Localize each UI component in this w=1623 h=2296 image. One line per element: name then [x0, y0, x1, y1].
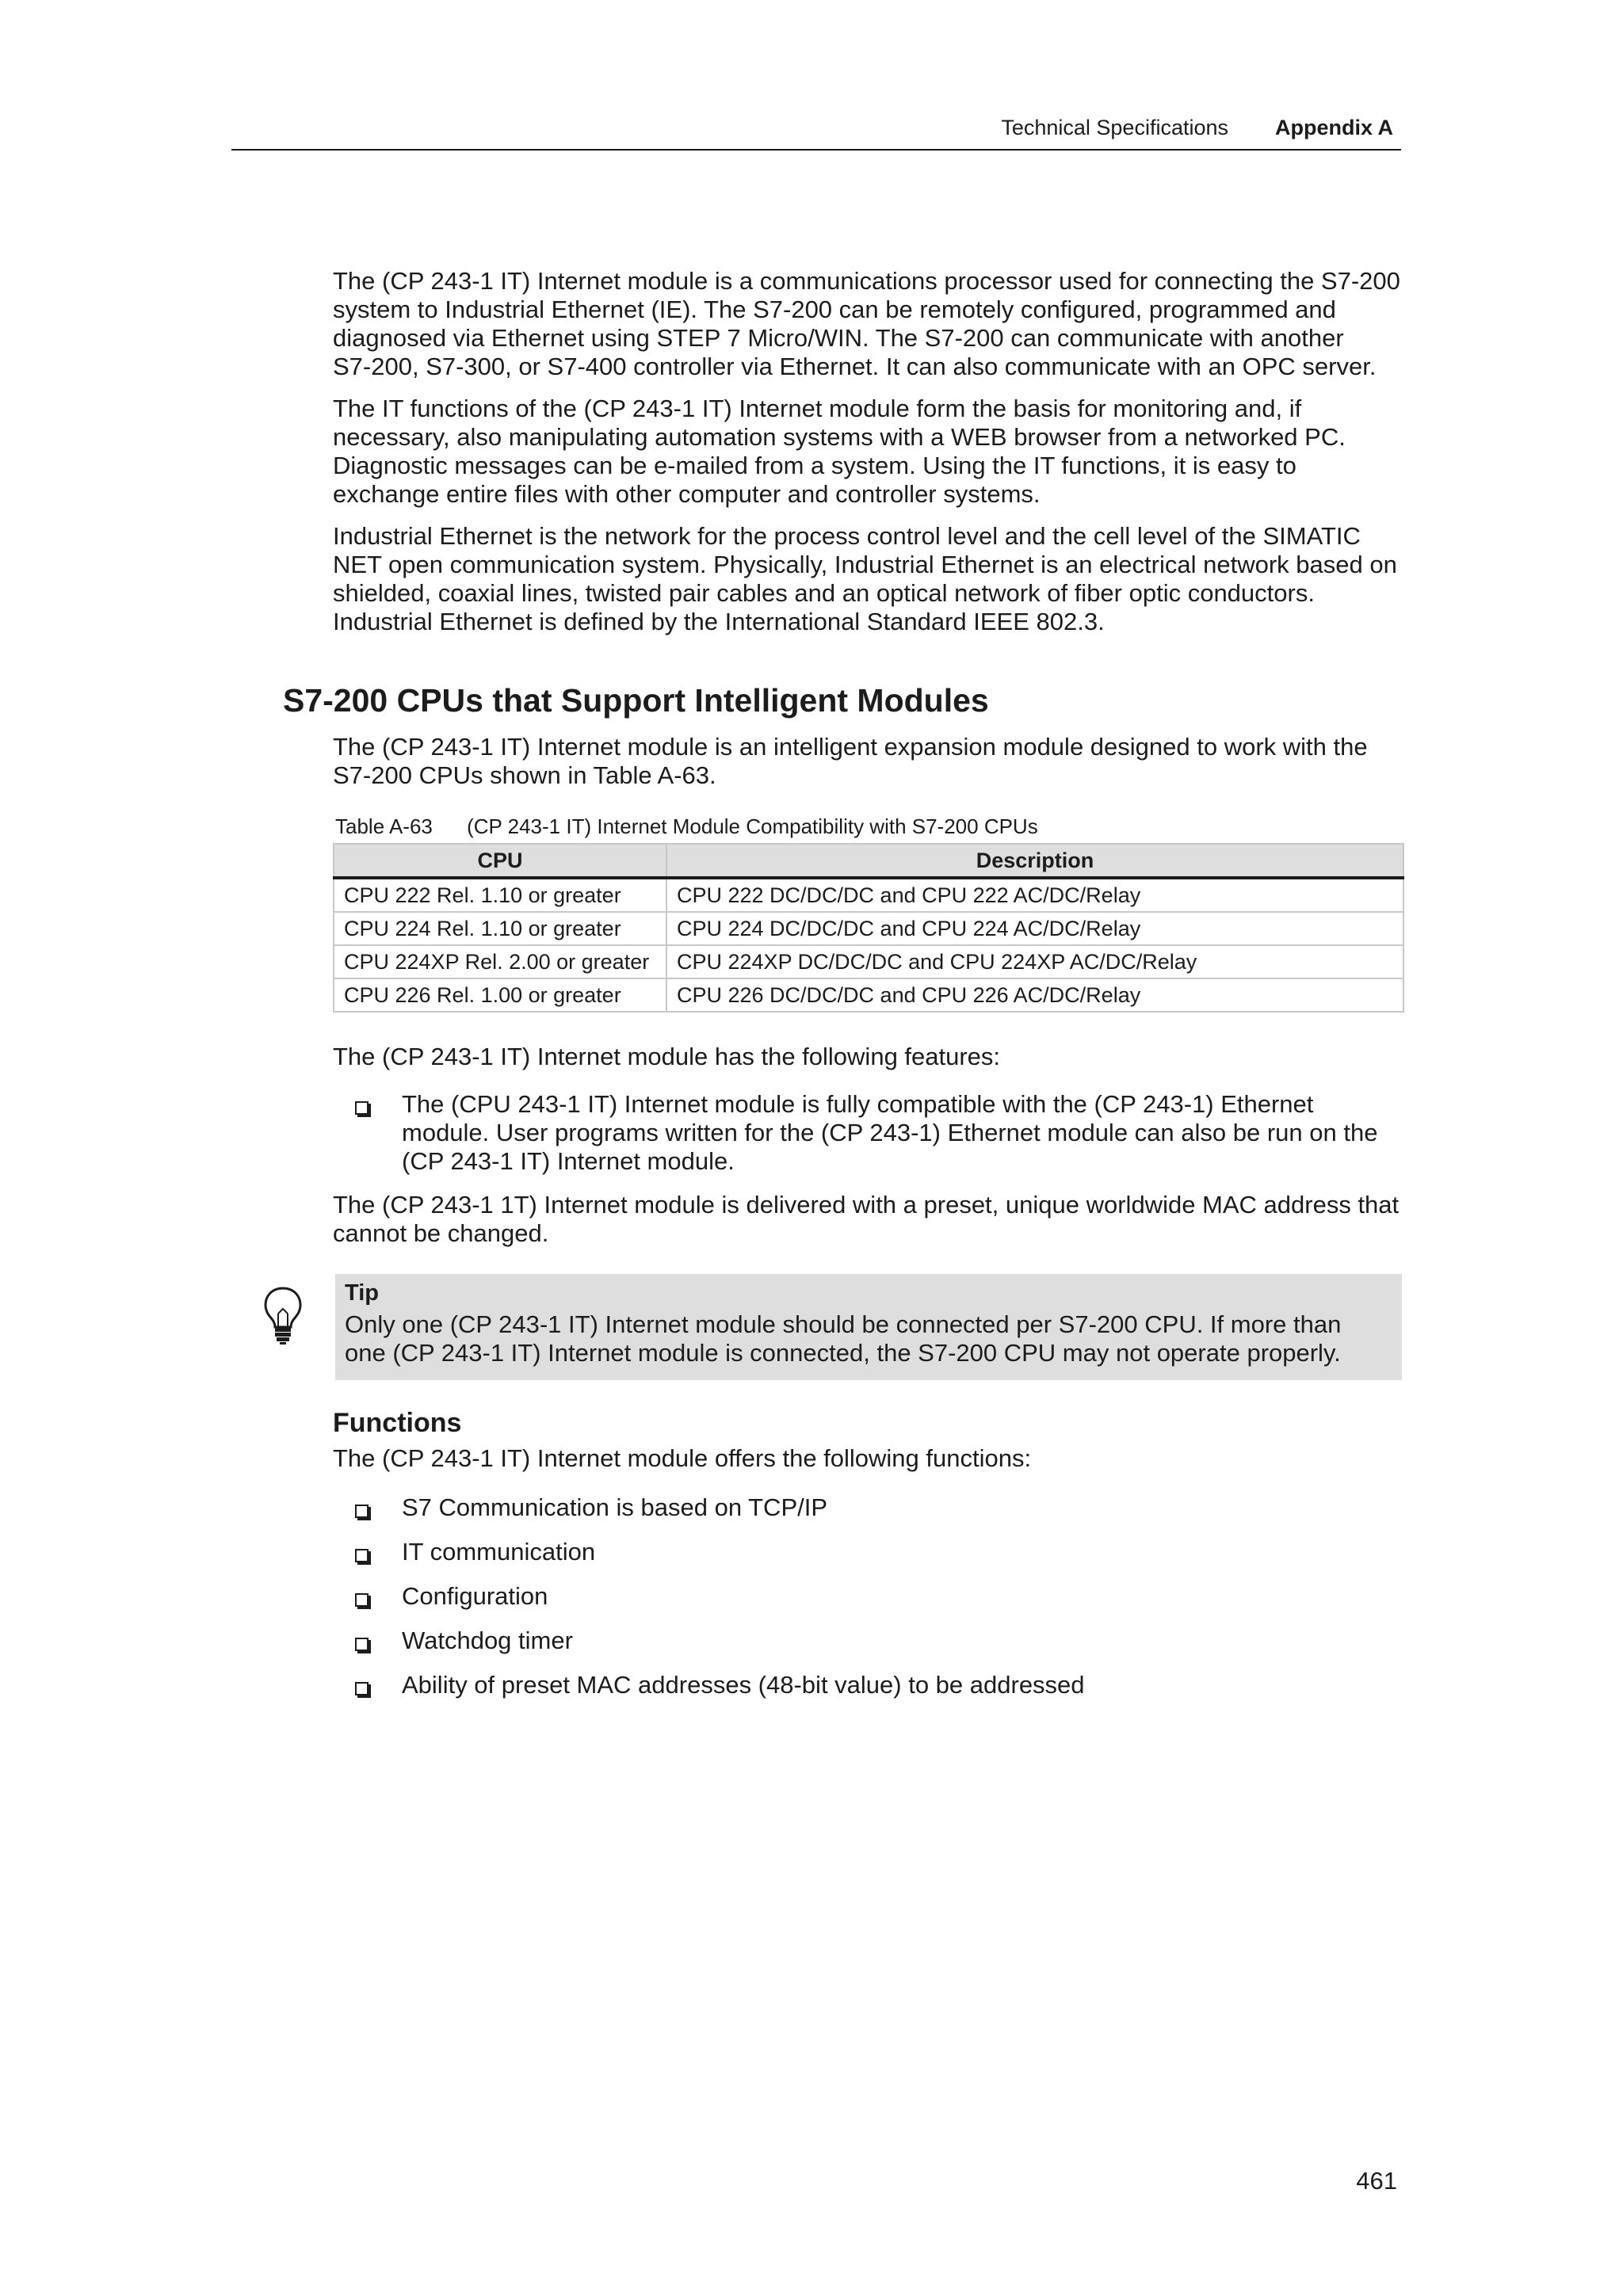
header-appendix-label: Appendix A — [1274, 116, 1393, 139]
table-caption-number: Table A-63 — [335, 814, 433, 838]
features-intro-text: The (CP 243‑1 IT) Internet module has the following features: — [333, 1043, 1001, 1070]
table-header-row — [334, 844, 1403, 878]
functions-intro — [333, 1444, 1404, 1473]
table-header-cpu: CPU — [334, 844, 666, 878]
section-lead-text: The (CP 243‑1 IT) Internet module is an intelligent expansion module designed to work with the S7-200 CPUs shown in Table A-63. — [333, 733, 1368, 789]
mac-paragraph-text: The (CP 243‑1 1T) Internet module is delivered with a preset, unique worldwide MAC address that cannot be changed. — [333, 1191, 1400, 1247]
features-list — [333, 1090, 1404, 1176]
functions-list — [333, 1493, 1404, 1715]
table-cell-description: CPU 224XP DC/DC/DC and CPU 224XP AC/DC/Relay — [666, 945, 1403, 978]
intro-paragraph: The (CP 243‑1 IT) Internet module is a communications processor used for connecting the S7-200 system to Industrial Ethernet (IE). The S7-200 can be remotely configured, programmed and diagnosed via Ethernet using STEP 7 Micro/WIN. The S7-200 can communicate with another S7‑200, S7-300, or S7-400 controller via Ethernet. It can also communicate with an OPC server. — [333, 267, 1400, 380]
list-item — [333, 1493, 1404, 1522]
list-item-text: IT communication — [402, 1538, 596, 1566]
list-item — [333, 1582, 1404, 1611]
intro-paragraph: The IT functions of the (CP 243‑1 IT) Internet module form the basis for monitoring and, if necessary, also manipulating automation systems with a WEB browser from a networked PC. Diagnostic messages can be e-mailed from a system. Using the IT functions, it is easy to exchange entire files with other computer and controller systems. — [333, 395, 1346, 508]
features-intro — [333, 1043, 1404, 1071]
list-item — [333, 1090, 1404, 1176]
list-item-text: Watchdog timer — [402, 1627, 573, 1654]
checkbox-bullet-icon — [355, 1505, 369, 1518]
tip-box — [335, 1274, 1402, 1380]
checkbox-bullet-icon — [355, 1101, 369, 1115]
checkbox-bullet-icon — [355, 1682, 369, 1695]
list-item — [333, 1627, 1404, 1655]
checkbox-bullet-icon — [355, 1549, 369, 1562]
list-item-text: S7 Communication is based on TCP/IP — [402, 1493, 828, 1521]
table-cell-cpu: CPU 224 Rel. 1.10 or greater — [334, 912, 666, 945]
intro-paragraph: Industrial Ethernet is the network for the process control level and the cell level of the SIMATIC NET open communication system. Physically, Industrial Ethernet is an electrical network based on shielded, coaxial lines, twisted pair cables and an optical network of fiber optic conductors. Industrial Ethernet is defined by the International Standard IEEE 802.3. — [333, 522, 1397, 635]
table-cell-cpu: CPU 222 Rel. 1.10 or greater — [334, 878, 666, 912]
page-header — [231, 109, 1401, 151]
functions-intro-text: The (CP 243‑1 IT) Internet module offers the following functions: — [333, 1444, 1032, 1472]
table-row — [334, 878, 1403, 912]
intro-section — [333, 267, 1404, 650]
table-caption — [335, 814, 1038, 839]
list-item — [333, 1538, 1404, 1566]
tip-title: Tip — [345, 1280, 379, 1306]
list-item-text: Ability of preset MAC addresses (48‑bit value) to be addressed — [402, 1671, 1085, 1699]
table-header-description: Description — [666, 844, 1403, 878]
compatibility-table — [333, 843, 1404, 1013]
list-item-text: The (CPU 243‑1 IT) Internet module is fully compatible with the (CP 243‑1) Ethernet module. User programs written for the (CP 243‑1) Ethernet module can also be run on the (CP 243‑1 IT) Internet module. — [402, 1090, 1378, 1175]
table-row — [334, 912, 1403, 945]
mac-paragraph — [333, 1191, 1404, 1248]
table-row — [334, 945, 1403, 978]
tip-text: Only one (CP 243‑1 IT) Internet module should be connected per S7-200 CPU. If more than one (CP 243‑1 IT) Internet module is connected, the S7-200 CPU may not operate properly. — [345, 1310, 1342, 1367]
functions-heading: Functions — [333, 1408, 462, 1438]
table-row — [334, 978, 1403, 1012]
table-cell-cpu: CPU 226 Rel. 1.00 or greater — [334, 978, 666, 1012]
section-heading: S7-200 CPUs that Support Intelligent Modules — [283, 682, 989, 719]
page-number: 461 — [1356, 2167, 1397, 2195]
table-caption-title: (CP 243‑1 IT) Internet Module Compatibility with S7-200 CPUs — [467, 814, 1038, 838]
list-item-text: Configuration — [402, 1582, 548, 1610]
checkbox-bullet-icon — [355, 1638, 369, 1651]
table-cell-description: CPU 224 DC/DC/DC and CPU 224 AC/DC/Relay — [666, 912, 1403, 945]
lightbulb-icon — [259, 1282, 307, 1345]
table-cell-cpu: CPU 224XP Rel. 2.00 or greater — [334, 945, 666, 978]
list-item — [333, 1671, 1404, 1699]
header-section-title: Technical Specifications — [1001, 116, 1228, 139]
table-cell-description: CPU 226 DC/DC/DC and CPU 226 AC/DC/Relay — [666, 978, 1403, 1012]
section-lead — [333, 733, 1404, 790]
table-cell-description: CPU 222 DC/DC/DC and CPU 222 AC/DC/Relay — [666, 878, 1403, 912]
checkbox-bullet-icon — [355, 1593, 369, 1607]
